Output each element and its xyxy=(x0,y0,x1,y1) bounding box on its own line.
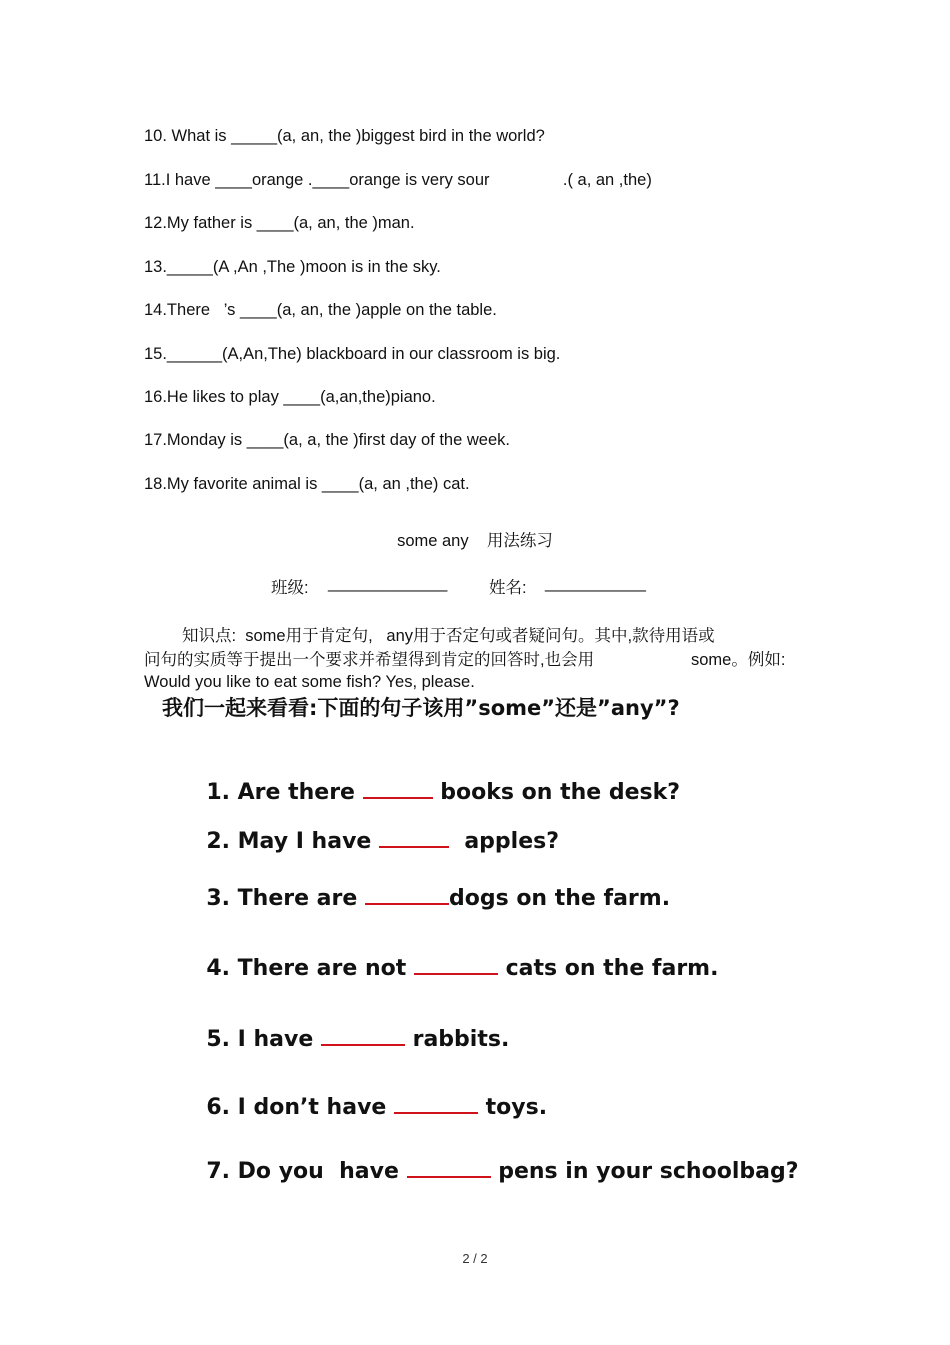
item-text-after: rabbits. xyxy=(404,1027,510,1052)
some-any-item-2 xyxy=(191,804,559,854)
item-text-after: dogs on the farm. xyxy=(448,886,671,911)
some-any-item-4 xyxy=(191,931,718,981)
knowledge-line-3: Would you like to eat some fish? Yes, please. xyxy=(144,673,475,691)
item-text-before: 3. There are xyxy=(206,886,365,911)
exercise-10: 10. What is _____(a, an, the )biggest bird in the world? xyxy=(144,127,545,145)
exercise-14: 14.There ’s ____(a, an, the )apple on the table. xyxy=(144,301,497,319)
exercise-16: 16.He likes to play ____(a,an,the)piano. xyxy=(144,388,436,406)
item-text-before: 6. I don’t have xyxy=(206,1095,394,1120)
item-text-before: 1. Are there xyxy=(206,780,363,805)
item-text-before: 5. I have xyxy=(206,1027,321,1052)
some-any-item-6 xyxy=(191,1070,547,1120)
some-any-heading: 我们一起来看看:下面的句子该用”some”还是”any”? xyxy=(162,696,680,720)
class-blank: _____________ xyxy=(328,574,448,592)
exercise-18: 18.My favorite animal is ____(a, an ,the) cat. xyxy=(144,475,470,493)
answer-blank[interactable] xyxy=(394,1111,478,1114)
exercise-12: 12.My father is ____(a, an, the )man. xyxy=(144,214,415,232)
item-text-after: pens in your schoolbag? xyxy=(490,1159,799,1184)
exercise-15: 15.______(A,An,The) blackboard in our classroom is big. xyxy=(144,345,561,363)
answer-blank[interactable] xyxy=(407,1175,491,1178)
answer-blank[interactable] xyxy=(363,796,433,799)
knowledge-line-2: 问句的实质等于提出一个要求并希望得到肯定的回答时,也会用 xyxy=(144,651,595,669)
some-any-item-3 xyxy=(191,861,670,911)
item-text-before: 2. May I have xyxy=(206,829,379,854)
some-any-item-5 xyxy=(191,1002,509,1052)
item-text-after: books on the desk? xyxy=(432,780,681,805)
item-text-before: 4. There are not xyxy=(206,956,414,981)
page-number: 2 / 2 xyxy=(462,1251,488,1266)
item-text-after: apples? xyxy=(449,829,559,854)
exercise-13: 13._____(A ,An ,The )moon is in the sky. xyxy=(144,258,441,276)
exercise-17: 17.Monday is ____(a, a, the )first day of the week. xyxy=(144,431,510,449)
answer-blank[interactable] xyxy=(379,845,449,848)
item-text-after: toys. xyxy=(477,1095,548,1120)
name-blank: ___________ xyxy=(545,574,646,592)
name-label: 姓名: xyxy=(489,579,527,597)
item-text-after: cats on the farm. xyxy=(497,956,719,981)
answer-blank[interactable] xyxy=(321,1043,405,1046)
class-label: 班级: xyxy=(271,579,309,597)
knowledge-line-1: 知识点: some用于肯定句, any用于否定句或者疑问句。其中,款待用语或 xyxy=(182,627,715,645)
section-title: some any 用法练习 xyxy=(397,532,553,550)
some-any-item-7 xyxy=(191,1134,798,1184)
exercise-11: 11.I have ____orange .____orange is very sour .( a, an ,the) xyxy=(144,171,652,189)
knowledge-line-2-tail: some。例如: xyxy=(691,651,786,669)
answer-blank[interactable] xyxy=(365,902,449,905)
item-text-before: 7. Do you have xyxy=(206,1159,407,1184)
answer-blank[interactable] xyxy=(414,972,498,975)
some-any-item-1 xyxy=(191,755,680,805)
